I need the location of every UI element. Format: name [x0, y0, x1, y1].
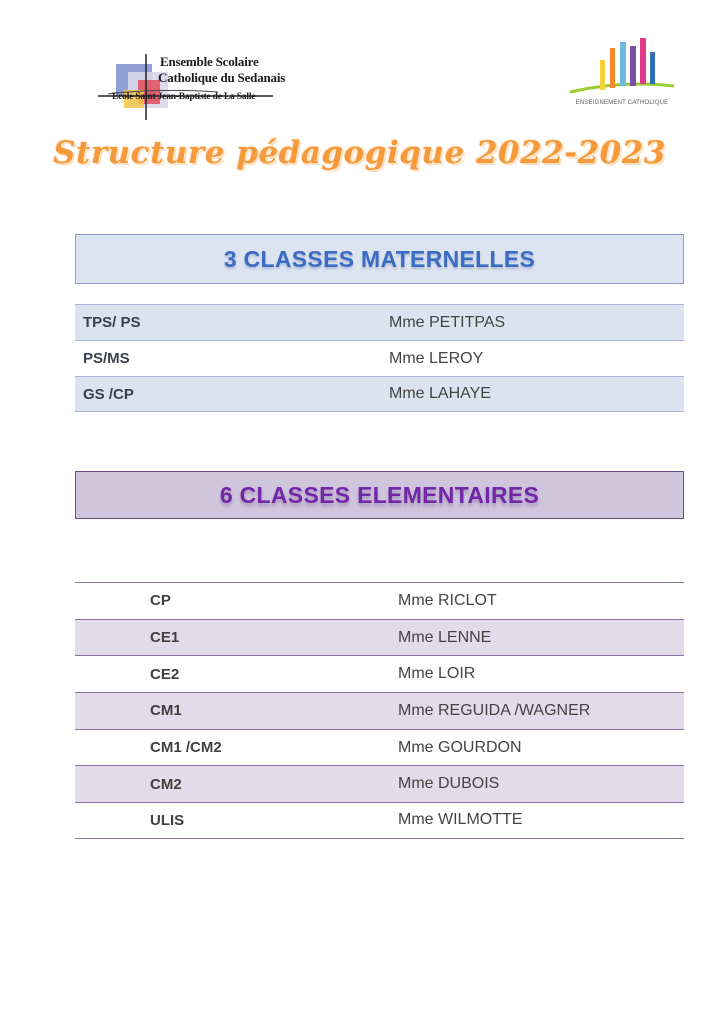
class-name: CM1	[150, 702, 182, 720]
table-row	[75, 729, 684, 766]
class-name: CE1	[150, 629, 180, 647]
enseignement-catholique-icon	[566, 36, 678, 100]
table-row	[75, 340, 684, 376]
teacher-name: Mme LENNE	[398, 628, 492, 646]
class-name: CM1 /CM2	[150, 739, 222, 757]
table-row	[75, 304, 684, 340]
class-name: GS /CP	[83, 385, 134, 403]
table-row	[75, 376, 684, 412]
table-row	[75, 765, 684, 802]
teacher-name: Mme LEROY	[389, 349, 484, 367]
teacher-name: Mme DUBOIS	[398, 775, 500, 793]
teacher-name: Mme GOURDON	[398, 738, 522, 756]
teacher-name: Mme PETITPAS	[389, 313, 506, 331]
class-name: CP	[150, 592, 171, 610]
teacher-name: Mme WILMOTTE	[398, 811, 523, 829]
logo-caption: ENSEIGNEMENT CATHOLIQUE	[575, 100, 669, 106]
class-name: TPS/ PS	[83, 314, 141, 331]
table-row	[75, 619, 684, 656]
maternelles-heading: 3 CLASSES MATERNELLES	[75, 234, 684, 284]
teacher-name: Mme REGUIDA /WAGNER	[398, 701, 591, 719]
class-name: CM2	[150, 775, 182, 793]
table-row	[75, 655, 684, 692]
class-name: CE2	[150, 665, 180, 683]
enseignement-catholique-logo	[566, 36, 678, 112]
logo-line-3: Ecole Saint Jean-Baptiste de La Salle	[112, 92, 256, 102]
maternelles-table	[75, 304, 684, 412]
table-row	[75, 802, 684, 839]
table-row	[75, 692, 684, 729]
teacher-name: Mme LAHAYE	[389, 385, 491, 402]
teacher-name: Mme RICLOT	[398, 591, 497, 609]
page-title: Structure pédagogique 2022-2023	[53, 135, 666, 171]
table-row	[75, 582, 684, 619]
teacher-name: Mme LOIR	[398, 665, 476, 683]
elementaires-table	[75, 582, 684, 839]
logo-line-1: Ensemble Scolaire	[160, 54, 259, 69]
class-name: PS/MS	[83, 350, 130, 367]
elementaires-heading: 6 CLASSES ELEMENTAIRES	[75, 471, 684, 519]
class-name: ULIS	[150, 811, 185, 829]
logo-line-2: Catholique du Sedanais	[158, 70, 286, 85]
school-logo	[98, 48, 286, 128]
